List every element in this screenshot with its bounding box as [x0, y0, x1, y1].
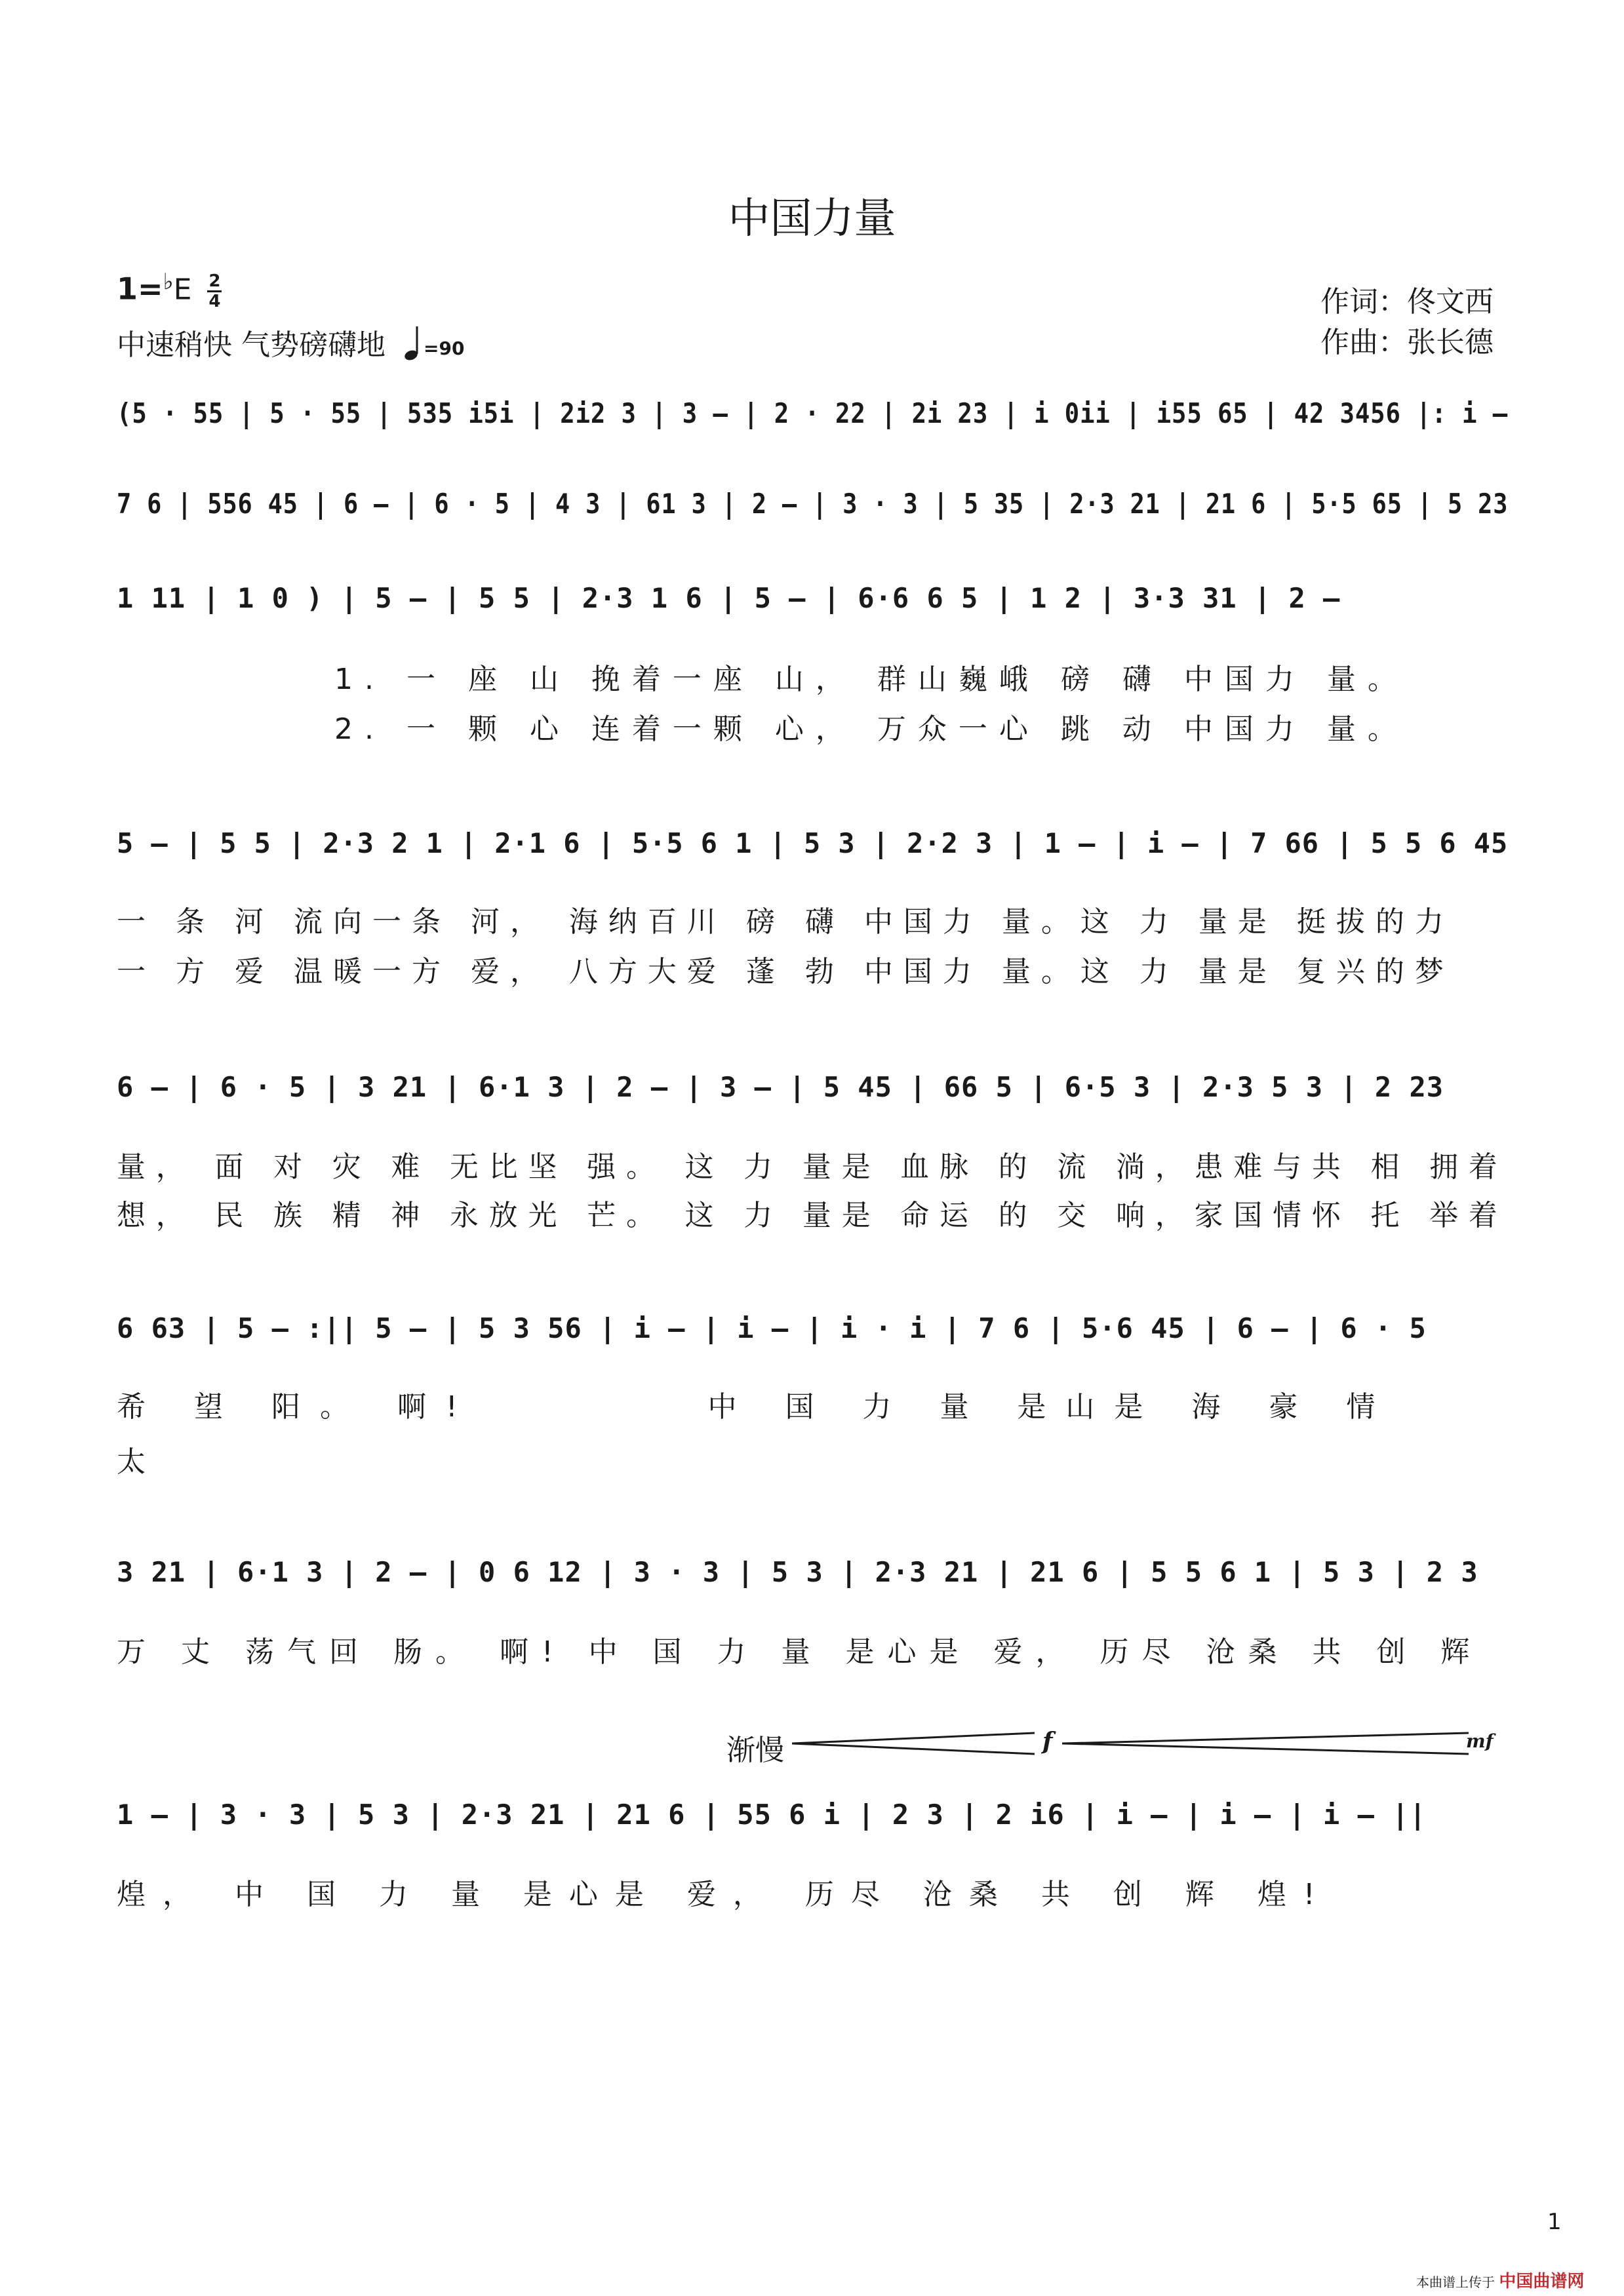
decrescendo-hairpin-icon [792, 1729, 1035, 1758]
notation-line: 1 11 | 1 0 ) | 5 – | 5 5 | 2·3 1 6 | 5 – | 6·6 6 5 | 1 2 | 3·3 31 | 2 – [117, 582, 1341, 614]
page-number: 1 [1547, 2209, 1562, 2235]
staff-system-1 [117, 391, 1508, 443]
staff-system-2 [117, 481, 1508, 534]
lyric-line: 量， 面 对 灾 难 无比坚 强。 这 力 量是 血脉 的 流 淌，患难与共 相 拥着 [117, 1150, 1508, 1184]
lyric-line: 太 [117, 1445, 167, 1479]
staff-system-5 [117, 1064, 1508, 1117]
key-label: 1= [117, 271, 163, 307]
footer-watermark [1416, 2268, 1584, 2292]
notation-line: 7 6 | 556 45 | 6 – | 6 · 5 | 4 3 | 61 3 | 2 – | 3 · 3 | 5 35 | 2·3 21 | 21 6 | 5·5 65 | 5 23 [117, 488, 1509, 520]
key-letter: E [173, 273, 192, 307]
lyric-line: 2. 一 颗 心 连着一颗 心， 万众一心 跳 动 中国力 量。 [334, 712, 1408, 746]
notation-line: 3 21 | 6·1 3 | 2 – | 0 6 12 | 3 · 3 | 5 3 | 2·3 21 | 21 6 | 5 5 6 1 | 5 3 | 2 3 [117, 1556, 1478, 1588]
staff-system-3 [117, 575, 1508, 628]
tempo-value: =90 [424, 338, 465, 359]
flat-sign: ♭ [163, 269, 174, 295]
lyric-line: 想， 民 族 精 神 永放光 芒。 这 力 量是 命运 的 交 响，家国情怀 托 举着 [117, 1199, 1508, 1232]
credits [1320, 282, 1494, 363]
lyric-line: 希 望 阳。 啊! 中 国 力 量 是山是 海 豪 情 [117, 1390, 1395, 1424]
lyric-line: 1. 一 座 山 挽着一座 山， 群山巍峨 磅 礴 中国力 量。 [334, 663, 1408, 696]
lyric-line: 煌， 中 国 力 量 是心是 爱， 历尽 沧桑 共 创 辉 煌! [117, 1878, 1332, 1911]
time-bottom: 4 [208, 292, 221, 312]
tempo-text: 中速稍快 气势磅礴地 [117, 328, 386, 362]
staff-system-8 [117, 1792, 1508, 1844]
notation-line: 5 – | 5 5 | 2·3 2 1 | 2·1 6 | 5·5 6 1 | 5 3 | 2·2 3 | 1 – | i – | 7 66 | 5 5 6 45 [117, 827, 1509, 859]
staff-system-4 [117, 821, 1508, 873]
time-top: 2 [208, 271, 221, 292]
notation-line: (5 · 55 | 5 · 55 | 535 i5i | 2i2 3 | 3 – | 2 · 22 | 2i 23 | i 0ii | i55 65 | 42 3456 |: i – [117, 397, 1509, 429]
composer: 作曲：张长德 [1320, 326, 1494, 359]
upload-text: 本曲谱上传于 [1416, 2274, 1495, 2290]
time-signature [207, 272, 222, 311]
lyric-line: 万 丈 荡气回 肠。 啊! 中 国 力 量 是心是 爱， 历尽 沧桑 共 创 辉 [117, 1635, 1483, 1669]
notation-line: 6 63 | 5 – :|| 5 – | 5 3 56 | i – | i – | i · i | 7 6 | 5·6 45 | 6 – | 6 · 5 [117, 1312, 1427, 1344]
staff-system-7 [117, 1549, 1508, 1602]
notation-line: 6 – | 6 · 5 | 3 21 | 6·1 3 | 2 – | 3 – | 5 45 | 66 5 | 6·5 3 | 2·3 5 3 | 2 23 [117, 1071, 1444, 1103]
lyricist: 作词：佟文西 [1320, 285, 1494, 319]
ritardando-text: 渐慢 [726, 1734, 784, 1767]
lyric-line: 一 方 爱 温暖一方 爱， 八方大爱 蓬 勃 中国力 量。这 力 量是 复兴的梦 [117, 955, 1454, 988]
page-title: 中国力量 [728, 195, 896, 243]
key-signature [117, 269, 222, 311]
decrescendo-hairpin-icon [1062, 1729, 1469, 1758]
lyric-line: 一 条 河 流向一条 河， 海纳百川 磅 礴 中国力 量。这 力 量是 挺拔的力 [117, 905, 1454, 939]
staff-system-6 [117, 1306, 1508, 1358]
brand-logo: 中国曲谱网 [1499, 2272, 1585, 2291]
tempo-marking [117, 321, 464, 369]
dynamic-forte: f [1042, 1728, 1053, 1755]
dynamic-mezzo-forte: mf [1466, 1730, 1494, 1752]
quarter-note-icon [404, 325, 424, 369]
notation-line: 1 – | 3 · 3 | 5 3 | 2·3 21 | 21 6 | 55 6 i | 2 3 | 2 i6 | i – | i – | i – || [117, 1799, 1427, 1831]
